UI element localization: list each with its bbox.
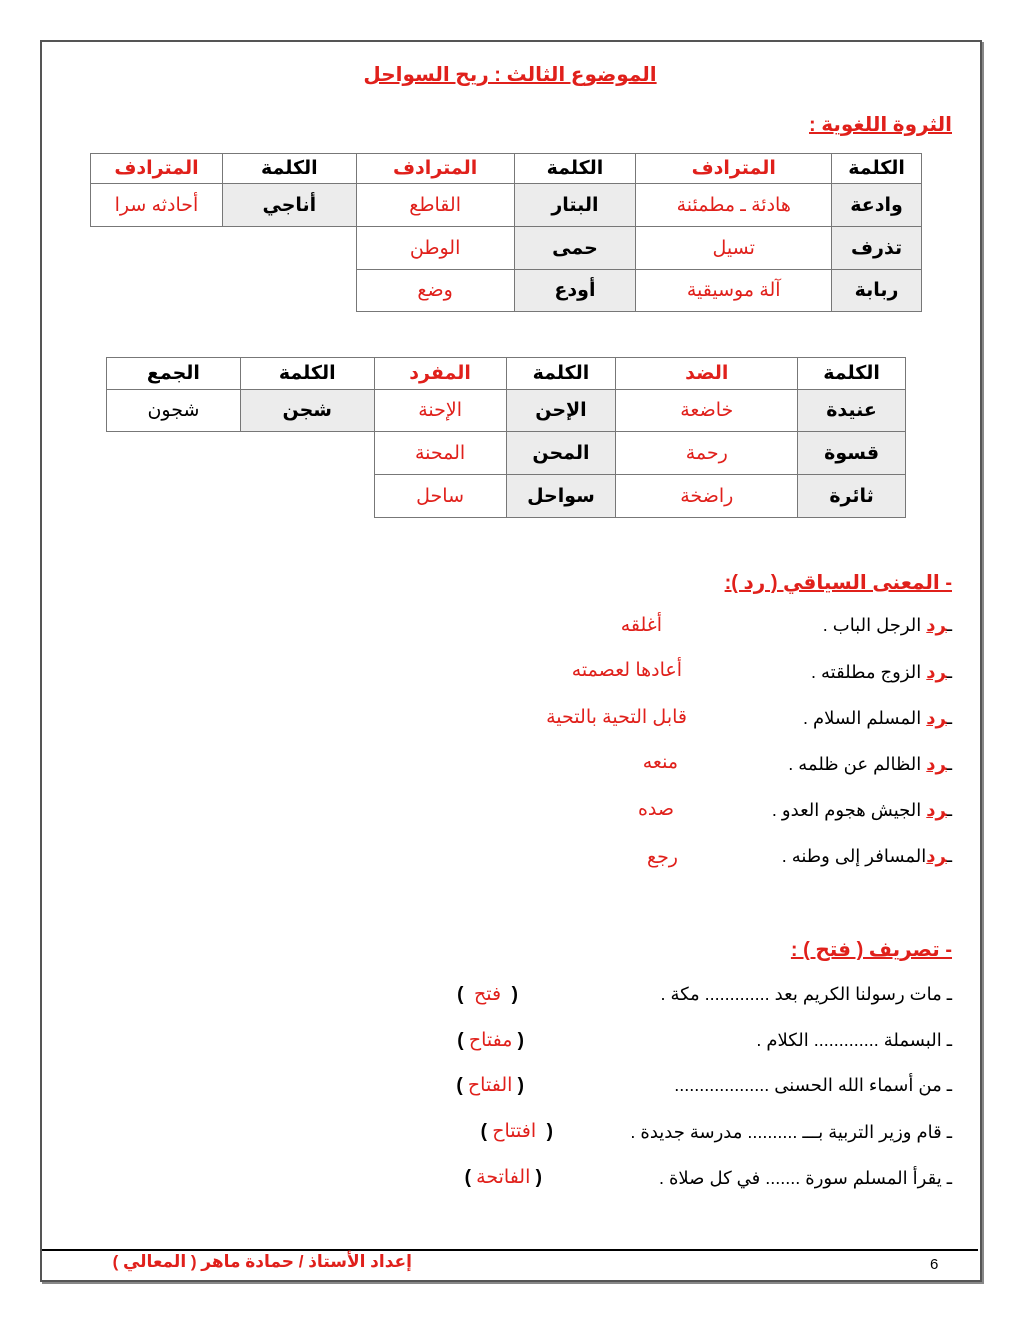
empty-cell	[91, 270, 357, 312]
word-cell: وادعة	[832, 184, 922, 227]
table-row	[91, 184, 922, 227]
context-answer: أغلقه	[620, 615, 662, 636]
table-header-row	[107, 358, 906, 390]
answer-cell: رحمة	[616, 432, 798, 475]
header-cell: الكلمة	[240, 358, 374, 390]
answer-cell: الإحنة	[374, 390, 506, 432]
context-heading: - المعنى السياقي ( رد ):	[724, 572, 952, 594]
word-cell: تذرف	[832, 227, 922, 270]
table-row	[107, 432, 906, 475]
word-cell: أودع	[514, 270, 636, 312]
empty-cell	[107, 432, 375, 475]
word-cell: سواحل	[506, 475, 616, 518]
page-number: 6	[930, 1256, 939, 1273]
footer-author: إعداد الأستاذ / حمادة ماهر ( المعالي )	[112, 1252, 412, 1271]
answer-cell: هادئة ـ مطمئنة	[636, 184, 832, 227]
answer-cell: وضع	[356, 270, 514, 312]
page-title: الموضوع الثالث : ريح السواحل	[363, 64, 657, 86]
context-answer: قابل التحية بالتحية	[546, 707, 687, 728]
word-cell: ربابة	[832, 270, 922, 312]
context-item: ـرد الزوج مطلقته .	[810, 662, 952, 682]
context-answer: رجع	[646, 847, 678, 868]
header-cell: الكلمة	[832, 154, 922, 184]
conjugation-item: ـ قام وزير التربية بـــ .......... مدرسة جديدة .	[630, 1122, 952, 1142]
answer-cell: تسيل	[636, 227, 832, 270]
conjugation-item: ـ البسملة ............. الكلام .	[756, 1030, 952, 1050]
empty-cell	[107, 475, 375, 518]
context-item: ـرد الجيش هجوم العدو .	[771, 800, 952, 820]
context-item: ـرد الظالم عن ظلمه .	[788, 754, 952, 774]
conjugation-answer: ( الفتاح )	[456, 1075, 524, 1096]
header-cell: المترادف	[91, 154, 223, 184]
table-row	[91, 227, 922, 270]
header-cell: الجمع	[107, 358, 241, 390]
answer-cell: ساحل	[374, 475, 506, 518]
context-answer: منعه	[642, 752, 678, 773]
header-cell: الضد	[616, 358, 798, 390]
table-header-row	[91, 154, 922, 184]
word-cell: ثائرة	[798, 475, 906, 518]
header-cell: الكلمة	[798, 358, 906, 390]
context-answer: أعادها لعصمته	[571, 660, 682, 681]
key-word: رد	[926, 800, 947, 820]
key-word: رد	[926, 846, 947, 866]
word-cell: شجن	[240, 390, 374, 432]
table-row	[91, 270, 922, 312]
word-cell: أناجي	[222, 184, 356, 227]
answer-cell: خاضعة	[616, 390, 798, 432]
header-cell: المترادف	[356, 154, 514, 184]
context-item: ـرد المسلم السلام .	[802, 708, 952, 728]
header-cell: الكلمة	[514, 154, 636, 184]
context-item: ـردالمسافر إلى وطنه .	[781, 846, 952, 866]
header-cell: الكلمة	[506, 358, 616, 390]
word-cell: المحن	[506, 432, 616, 475]
answer-cell: أحادثه سرا	[91, 184, 223, 227]
answer-cell: القاطع	[356, 184, 514, 227]
table-row	[107, 390, 906, 432]
word-cell: عنيدة	[798, 390, 906, 432]
synonyms-table	[90, 153, 922, 312]
conjugation-heading: - تصريف ( فتح ) :	[790, 939, 952, 961]
footer-divider	[42, 1249, 978, 1251]
context-answer: صده	[637, 799, 674, 820]
key-word: رد	[926, 615, 947, 635]
answer-cell: آلة موسيقية	[636, 270, 832, 312]
word-cell: الإحن	[506, 390, 616, 432]
word-cell: البتار	[514, 184, 636, 227]
header-cell: المترادف	[636, 154, 832, 184]
answer-cell: شجون	[107, 390, 241, 432]
conjugation-answer: ( الفاتحة )	[464, 1167, 542, 1188]
answer-cell: الوطن	[356, 227, 514, 270]
conjugation-answer: ( فتح )	[457, 984, 518, 1005]
answer-cell: راضخة	[616, 475, 798, 518]
word-cell: حمى	[514, 227, 636, 270]
key-word: رد	[926, 662, 947, 682]
key-word: رد	[926, 754, 947, 774]
empty-cell	[91, 227, 357, 270]
conjugation-answer: ( افتتاح )	[480, 1121, 553, 1142]
context-item: ـرد الرجل الباب .	[822, 615, 952, 635]
vocab-heading: الثروة اللغوية :	[809, 114, 952, 136]
header-cell: الكلمة	[222, 154, 356, 184]
answer-cell: المحنة	[374, 432, 506, 475]
conjugation-item: ـ من أسماء الله الحسنى ...................	[674, 1075, 952, 1095]
conjugation-item: ـ يقرأ المسلم سورة ....... في كل صلاة .	[659, 1168, 952, 1188]
header-cell: المفرد	[374, 358, 506, 390]
antonyms-table	[106, 357, 906, 518]
conjugation-item: ـ مات رسولنا الكريم بعد ............. مكة .	[660, 984, 952, 1004]
table-row	[107, 475, 906, 518]
key-word: رد	[926, 708, 947, 728]
conjugation-answer: ( مفتاح )	[457, 1030, 524, 1051]
word-cell: قسوة	[798, 432, 906, 475]
